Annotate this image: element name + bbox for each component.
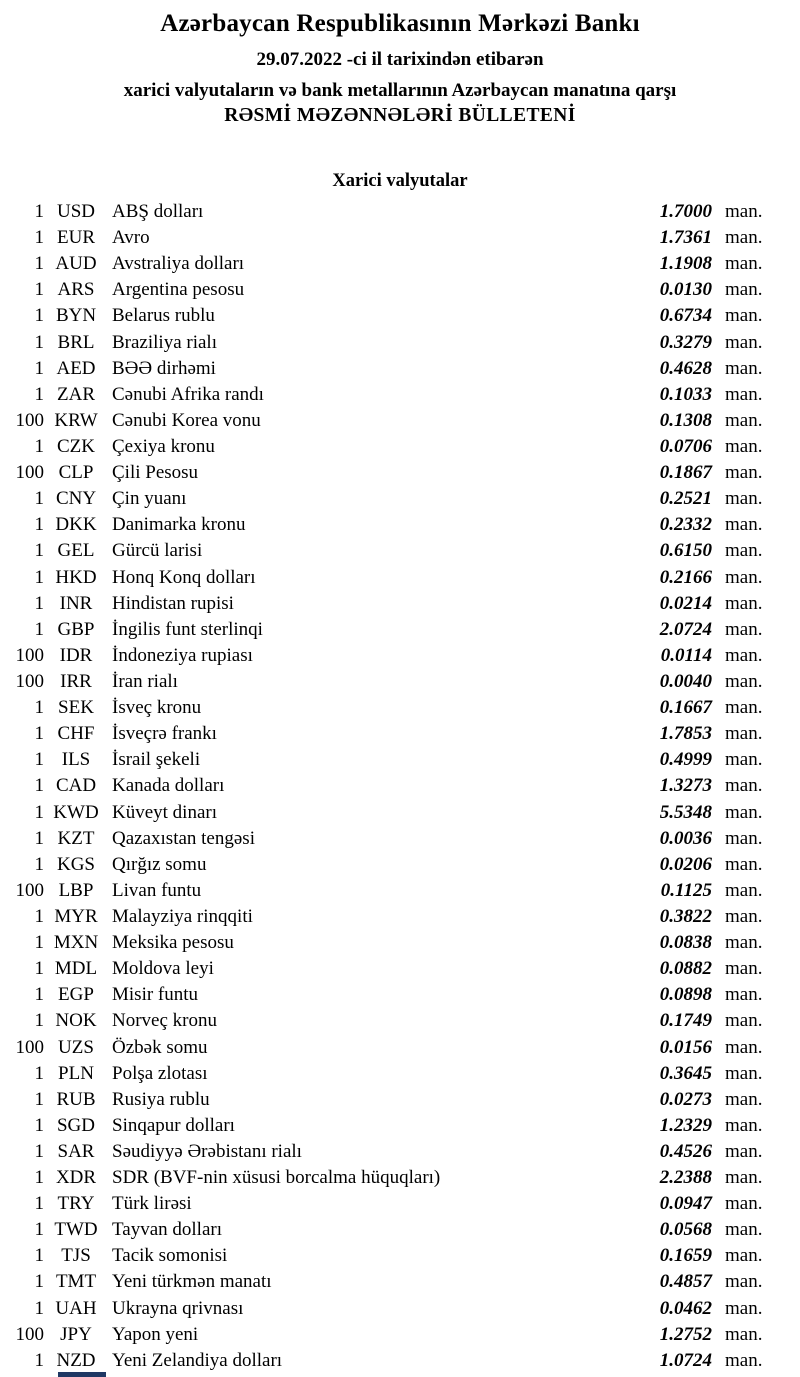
row-currency-name: Argentina pesosu [112, 279, 245, 301]
row-rate-value: 1.2329 [659, 1114, 712, 1136]
row-rate-value: 0.4628 [659, 357, 712, 379]
table-row [0, 1035, 800, 1061]
row-currency-code: UZS [58, 1036, 94, 1058]
row-currency-name: Avstraliya dolları [112, 253, 245, 275]
row-unit-label: man. [725, 1036, 763, 1058]
table-row [0, 1139, 800, 1165]
row-rate-value: 0.1033 [659, 383, 712, 405]
row-currency-name: İran rialı [112, 670, 178, 692]
row-currency-code: RUB [56, 1088, 96, 1110]
row-rate-value: 0.0036 [659, 827, 712, 849]
row-quantity: 1 [34, 540, 44, 562]
row-currency-code: MDL [54, 958, 98, 980]
row-unit-label: man. [725, 853, 763, 875]
row-currency-code: USD [56, 201, 95, 222]
row-unit-label: man. [725, 1193, 763, 1215]
row-unit-label: man. [725, 409, 763, 431]
row-rate-value: 0.0947 [659, 1193, 712, 1215]
row-currency-code: PLN [58, 1062, 94, 1084]
row-quantity: 1 [34, 1140, 44, 1162]
row-currency-code: NZD [56, 1349, 96, 1371]
row-currency-code: GEL [57, 540, 95, 562]
row-rate-value: 0.4857 [659, 1271, 712, 1293]
row-currency-code: ZAR [57, 383, 95, 405]
row-unit-label: man. [725, 566, 763, 588]
row-currency-name: Malayziya rinqqiti [112, 905, 253, 927]
table-row [0, 330, 800, 356]
table-row [0, 1322, 800, 1348]
row-currency-name: BƏƏ dirhəmi [112, 357, 216, 379]
row-currency-name: Hindistan rupisi [112, 592, 234, 614]
row-unit-label: man. [725, 1245, 763, 1267]
row-quantity: 1 [34, 697, 44, 719]
row-currency-name: Yeni türkmən manatı [112, 1271, 272, 1293]
row-unit-label: man. [725, 644, 763, 666]
row-rate-value: 2.2388 [659, 1167, 712, 1189]
row-currency-code: CHF [57, 723, 95, 745]
row-unit-label: man. [725, 1297, 763, 1319]
row-quantity: 1 [34, 201, 44, 222]
rates-table [0, 199, 800, 1374]
table-row [0, 1191, 800, 1217]
table-row [0, 747, 800, 773]
row-currency-name: Livan funtu [112, 879, 202, 901]
table-row [0, 538, 800, 564]
row-rate-value: 0.1659 [659, 1245, 712, 1267]
row-unit-label: man. [725, 435, 763, 457]
row-quantity: 1 [34, 227, 44, 249]
row-quantity: 1 [34, 1219, 44, 1241]
row-quantity: 1 [34, 1088, 44, 1110]
row-rate-value: 0.6734 [659, 305, 712, 327]
row-unit-label: man. [725, 723, 763, 745]
row-unit-label: man. [725, 879, 763, 901]
row-quantity: 100 [15, 670, 44, 692]
row-rate-value: 1.0724 [659, 1349, 712, 1371]
table-row [0, 434, 800, 460]
row-currency-name: Sinqapur dolları [112, 1114, 235, 1136]
row-currency-code: KZT [57, 827, 95, 849]
table-row [0, 956, 800, 982]
row-currency-code: EUR [57, 227, 95, 249]
table-row [0, 199, 800, 225]
table-row [0, 1061, 800, 1087]
row-currency-code: IRR [60, 670, 92, 692]
row-unit-label: man. [725, 1140, 763, 1162]
row-unit-label: man. [725, 1088, 763, 1110]
row-currency-code: DKK [55, 514, 97, 536]
row-unit-label: man. [725, 462, 763, 484]
row-currency-name: Ukrayna qrivnası [112, 1297, 244, 1319]
table-row [0, 512, 800, 538]
row-currency-code: EGP [58, 984, 94, 1006]
row-currency-name: İndoneziya rupiası [112, 644, 253, 666]
row-currency-name: Tayvan dolları [112, 1219, 222, 1241]
table-row [0, 1296, 800, 1322]
row-rate-value: 1.7853 [659, 723, 712, 745]
row-rate-value: 1.7361 [659, 227, 712, 249]
row-quantity: 1 [34, 253, 44, 275]
row-rate-value: 0.0568 [659, 1219, 712, 1241]
row-currency-code: SEK [58, 697, 94, 719]
row-quantity: 100 [15, 1323, 44, 1345]
row-rate-value: 0.3822 [659, 905, 712, 927]
row-unit-label: man. [725, 1349, 763, 1371]
row-currency-code: CLP [58, 462, 94, 484]
table-row [0, 773, 800, 799]
row-unit-label: man. [725, 618, 763, 640]
table-row [0, 303, 800, 329]
row-currency-code: TMT [55, 1271, 97, 1293]
row-rate-value: 0.0156 [659, 1036, 712, 1058]
row-quantity: 1 [34, 357, 44, 379]
row-currency-name: Norveç kronu [112, 1010, 217, 1032]
row-quantity: 1 [34, 1297, 44, 1319]
row-currency-code: TRY [57, 1193, 95, 1215]
effective-date-line: 29.07.2022 -ci il tarixindən etibarən [256, 49, 544, 70]
row-unit-label: man. [725, 540, 763, 562]
row-unit-label: man. [725, 905, 763, 927]
row-quantity: 1 [34, 932, 44, 954]
row-quantity: 100 [15, 462, 44, 484]
row-currency-name: Danimarka kronu [112, 514, 246, 536]
table-row [0, 1087, 800, 1113]
row-currency-name: Qırğız somu [112, 853, 207, 875]
row-currency-code: TJS [61, 1245, 91, 1267]
row-rate-value: 1.7000 [659, 201, 712, 222]
row-rate-value: 0.0882 [659, 958, 712, 980]
row-currency-code: KGS [56, 853, 95, 875]
row-quantity: 1 [34, 749, 44, 771]
row-currency-code: LBP [58, 879, 94, 901]
row-currency-code: UAH [55, 1297, 97, 1319]
table-row [0, 643, 800, 669]
row-currency-code: KRW [54, 409, 98, 431]
table-row [0, 982, 800, 1008]
row-quantity: 1 [34, 1245, 44, 1267]
row-unit-label: man. [725, 279, 763, 301]
row-rate-value: 1.1908 [659, 253, 712, 275]
row-unit-label: man. [725, 958, 763, 980]
row-unit-label: man. [725, 1219, 763, 1241]
row-currency-code: CNY [55, 488, 97, 510]
row-currency-code: GBP [57, 618, 95, 640]
row-quantity: 1 [34, 984, 44, 1006]
row-quantity: 1 [34, 1349, 44, 1371]
table-row [0, 695, 800, 721]
row-currency-name: Yeni Zelandiya dolları [112, 1349, 283, 1371]
row-rate-value: 0.0462 [659, 1297, 712, 1319]
row-currency-code: ARS [57, 279, 95, 301]
table-row [0, 565, 800, 591]
row-currency-name: Cənubi Korea vonu [112, 409, 261, 431]
row-rate-value: 0.4526 [659, 1140, 712, 1162]
row-currency-name: Rusiya rublu [112, 1088, 210, 1110]
row-unit-label: man. [725, 1062, 763, 1084]
row-rate-value: 0.1749 [659, 1010, 712, 1032]
row-quantity: 1 [34, 592, 44, 614]
row-quantity: 100 [15, 879, 44, 901]
row-quantity: 100 [15, 409, 44, 431]
row-currency-code: SAR [57, 1140, 95, 1162]
table-row [0, 800, 800, 826]
row-currency-name: Yapon yeni [112, 1323, 199, 1345]
row-rate-value: 0.1308 [659, 409, 712, 431]
row-rate-value: 0.2166 [659, 566, 712, 588]
table-row [0, 1165, 800, 1191]
row-quantity: 1 [34, 435, 44, 457]
row-currency-code: CAD [55, 775, 97, 797]
table-row [0, 356, 800, 382]
row-rate-value: 0.0040 [659, 670, 712, 692]
table-row [0, 1008, 800, 1034]
row-currency-name: Avro [112, 227, 150, 249]
bulletin-title: RƏSMİ MƏZƏNNƏLƏRİ BÜLLETENİ [224, 105, 576, 126]
row-rate-value: 0.2332 [659, 514, 712, 536]
row-currency-code: CZK [57, 435, 95, 457]
row-currency-name: İngilis funt sterlinqi [112, 618, 263, 640]
row-unit-label: man. [725, 749, 763, 771]
row-currency-code: HKD [55, 566, 97, 588]
row-quantity: 1 [34, 801, 44, 823]
table-row [0, 382, 800, 408]
row-unit-label: man. [725, 201, 763, 222]
row-quantity: 1 [34, 905, 44, 927]
table-row [0, 669, 800, 695]
row-currency-code: KWD [53, 801, 99, 823]
row-currency-name: İsrail şekeli [112, 749, 201, 771]
row-currency-code: IDR [59, 644, 93, 666]
table-row [0, 277, 800, 303]
row-unit-label: man. [725, 670, 763, 692]
row-unit-label: man. [725, 827, 763, 849]
row-currency-code: AUD [55, 253, 97, 275]
row-rate-value: 1.3273 [659, 775, 712, 797]
row-currency-code: SGD [56, 1114, 95, 1136]
row-currency-name: SDR (BVF-nin xüsusi borcalma hüquqları) [112, 1167, 441, 1189]
row-currency-code: NOK [55, 1010, 97, 1032]
row-unit-label: man. [725, 305, 763, 327]
row-unit-label: man. [725, 1271, 763, 1293]
table-row [0, 591, 800, 617]
row-unit-label: man. [725, 932, 763, 954]
row-quantity: 1 [34, 1271, 44, 1293]
row-quantity: 1 [34, 566, 44, 588]
row-currency-name: Gürcü larisi [112, 540, 203, 562]
row-rate-value: 0.0706 [659, 435, 712, 457]
row-quantity: 1 [34, 279, 44, 301]
row-quantity: 1 [34, 305, 44, 327]
row-quantity: 1 [34, 1167, 44, 1189]
row-quantity: 1 [34, 775, 44, 797]
row-currency-name: Çili Pesosu [112, 462, 199, 484]
row-quantity: 1 [34, 723, 44, 745]
row-currency-code: BYN [55, 305, 97, 327]
table-row [0, 878, 800, 904]
row-currency-name: Meksika pesosu [112, 932, 234, 954]
row-currency-name: Polşa zlotası [112, 1062, 208, 1084]
table-row [0, 1113, 800, 1139]
row-currency-name: Braziliya rialı [112, 331, 217, 353]
table-row [0, 852, 800, 878]
row-quantity: 1 [34, 1193, 44, 1215]
row-currency-code: MYR [54, 905, 98, 927]
row-quantity: 1 [34, 1114, 44, 1136]
row-currency-name: Moldova leyi [112, 958, 214, 980]
table-row [0, 1243, 800, 1269]
row-unit-label: man. [725, 488, 763, 510]
row-rate-value: 0.0273 [659, 1088, 712, 1110]
row-currency-name: Misir funtu [112, 984, 199, 1006]
row-currency-code: MXN [53, 932, 99, 954]
row-quantity: 100 [15, 1036, 44, 1058]
row-currency-code: ILS [61, 749, 91, 771]
row-unit-label: man. [725, 1167, 763, 1189]
row-unit-label: man. [725, 801, 763, 823]
row-currency-name: Çin yuanı [112, 488, 187, 510]
row-unit-label: man. [725, 1114, 763, 1136]
row-unit-label: man. [725, 253, 763, 275]
table-row [0, 1269, 800, 1295]
section-title-foreign-currencies: Xarici valyutalar [332, 171, 468, 191]
row-currency-code: BRL [57, 331, 95, 353]
row-rate-value: 2.0724 [659, 618, 712, 640]
row-quantity: 1 [34, 1010, 44, 1032]
row-unit-label: man. [725, 1010, 763, 1032]
row-unit-label: man. [725, 383, 763, 405]
row-rate-value: 0.0130 [659, 279, 712, 301]
row-currency-name: Özbək somu [112, 1036, 208, 1058]
row-rate-value: 0.0838 [659, 932, 712, 954]
row-unit-label: man. [725, 1323, 763, 1345]
row-unit-label: man. [725, 514, 763, 536]
row-quantity: 1 [34, 514, 44, 536]
row-rate-value: 5.5348 [659, 801, 712, 823]
table-row [0, 930, 800, 956]
row-unit-label: man. [725, 775, 763, 797]
row-quantity: 1 [34, 853, 44, 875]
table-row [0, 1217, 800, 1243]
table-row [0, 617, 800, 643]
row-rate-value: 0.1667 [659, 697, 712, 719]
row-rate-value: 0.0114 [660, 644, 712, 666]
row-unit-label: man. [725, 697, 763, 719]
row-currency-name: Tacik somonisi [112, 1245, 228, 1267]
table-row [0, 721, 800, 747]
table-row [0, 225, 800, 251]
row-quantity: 1 [34, 1062, 44, 1084]
table-row [0, 486, 800, 512]
row-unit-label: man. [725, 331, 763, 353]
row-quantity: 100 [15, 644, 44, 666]
row-currency-name: Honq Konq dolları [112, 566, 256, 588]
row-currency-name: Kanada dolları [112, 775, 225, 797]
row-currency-name: Qazaxıstan tengəsi [112, 827, 255, 849]
row-currency-name: Küveyt dinarı [112, 801, 218, 823]
row-unit-label: man. [725, 984, 763, 1006]
row-quantity: 1 [34, 827, 44, 849]
row-currency-name: Türk lirəsi [112, 1193, 192, 1215]
bank-title: Azərbaycan Respublikasının Mərkəzi Bankı [160, 10, 640, 37]
row-unit-label: man. [725, 357, 763, 379]
row-currency-code: AED [56, 357, 96, 379]
row-rate-value: 0.4999 [659, 749, 712, 771]
row-currency-name: İsveçrə frankı [112, 723, 217, 745]
row-unit-label: man. [725, 592, 763, 614]
table-row [0, 460, 800, 486]
table-row [0, 251, 800, 277]
table-row [0, 826, 800, 852]
row-rate-value: 0.3645 [659, 1062, 712, 1084]
row-quantity: 1 [34, 331, 44, 353]
row-currency-name: Belarus rublu [112, 305, 215, 327]
row-rate-value: 0.3279 [659, 331, 712, 353]
table-row [0, 904, 800, 930]
row-currency-name: Səudiyyə Ərəbistanı rialı [112, 1140, 302, 1162]
row-currency-name: İsveç kronu [112, 697, 202, 719]
row-rate-value: 0.1867 [659, 462, 712, 484]
row-quantity: 1 [34, 958, 44, 980]
row-rate-value: 1.2752 [659, 1323, 712, 1345]
row-rate-value: 0.0214 [659, 592, 712, 614]
row-rate-value: 0.0206 [659, 853, 712, 875]
row-currency-code: TWD [54, 1219, 98, 1241]
table-row [0, 1348, 800, 1374]
subject-line: xarici valyutaların və bank metallarının Azərbaycan manatına qarşı [123, 80, 677, 101]
row-quantity: 1 [34, 618, 44, 640]
row-currency-name: ABŞ dolları [112, 201, 204, 222]
row-rate-value: 0.6150 [659, 540, 712, 562]
row-rate-value: 0.1125 [660, 879, 712, 901]
row-currency-name: Çexiya kronu [112, 435, 215, 457]
row-rate-value: 0.2521 [659, 488, 712, 510]
row-currency-name: Cənubi Afrika randı [112, 383, 264, 405]
row-currency-code: JPY [60, 1323, 92, 1345]
row-currency-code: XDR [55, 1167, 97, 1189]
table-row [0, 408, 800, 434]
row-quantity: 1 [34, 488, 44, 510]
row-rate-value: 0.0898 [659, 984, 712, 1006]
row-quantity: 1 [34, 383, 44, 405]
row-currency-code: INR [59, 592, 93, 614]
row-unit-label: man. [725, 227, 763, 249]
cutoff-blue-bar [58, 1372, 106, 1377]
